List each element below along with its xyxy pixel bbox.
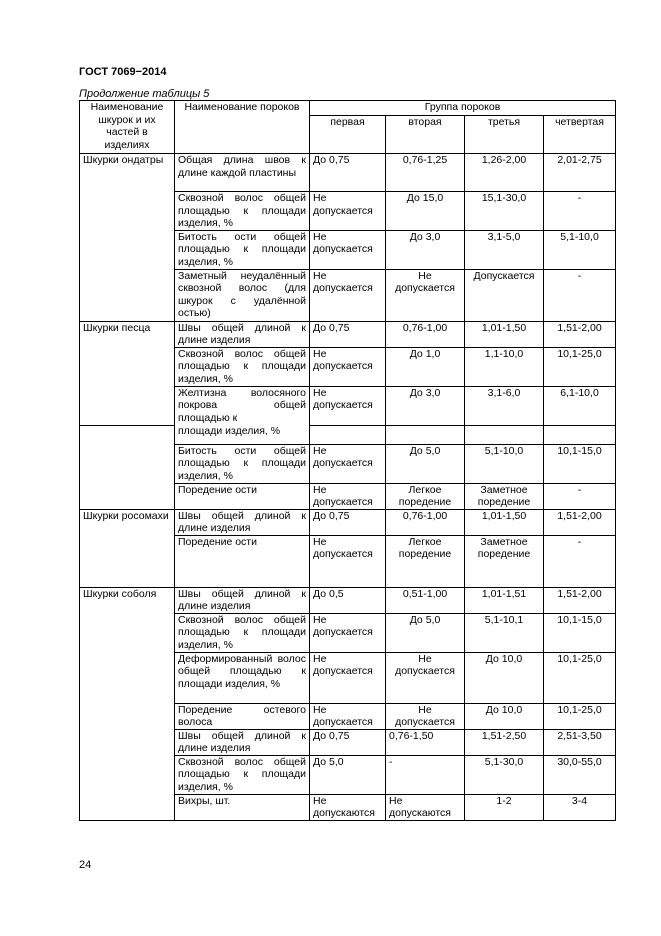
value-cell-group-3 [465, 425, 544, 444]
skin-name-cell: Шкурки песца [80, 321, 175, 425]
defect-cell: Сквозной волос общей площадью к площади изделия, % [175, 613, 310, 652]
skin-name-cell [80, 425, 175, 509]
value-cell-group-3: 1,01-1,50 [465, 509, 544, 535]
value-cell-group-2 [386, 425, 465, 444]
value-cell-group-1: Не допускаются [310, 794, 386, 820]
defect-cell: Швы общей длиной к длине изделия [175, 509, 310, 535]
value-cell-group-2: До 5,0 [386, 444, 465, 483]
defect-cell: Поредение ости [175, 535, 310, 587]
value-cell-group-2: До 3,0 [386, 386, 465, 425]
page-number: 24 [79, 859, 92, 871]
value-cell-group-3: 3,1-5,0 [465, 230, 544, 269]
value-cell-group-4: 10,1-25,0 [544, 347, 616, 386]
defect-cell: Швы общей длиной к длине изделия [175, 587, 310, 613]
value-cell-group-4: - [544, 535, 616, 587]
value-cell-group-1: До 0,75 [310, 321, 386, 347]
header-defect-group: Группа пороков [310, 101, 616, 116]
value-cell-group-2: Не допускаются [386, 794, 465, 820]
value-cell-group-2: Не допускается [386, 703, 465, 729]
defect-cell: Швы общей длиной к длине изделия [175, 729, 310, 755]
value-cell-group-1: Не допускается [310, 703, 386, 729]
value-cell-group-1: Не допускается [310, 347, 386, 386]
value-cell-group-4: 6,1-10,0 [544, 386, 616, 425]
skin-name-cell: Шкурки ондатры [80, 154, 175, 322]
defect-cell: Сквозной волос общей площадью к площади изделия, % [175, 192, 310, 231]
value-cell-group-3: 5,1-30,0 [465, 755, 544, 794]
value-cell-group-1: Не допускается [310, 535, 386, 587]
table-row [80, 154, 616, 192]
value-cell-group-1: Не допускается [310, 483, 386, 509]
table-row [80, 425, 616, 444]
defect-cell: Поредение ости [175, 483, 310, 509]
value-cell-group-2: 0,76-1,50 [386, 729, 465, 755]
table-row [80, 321, 616, 347]
value-cell-group-1: До 0,5 [310, 587, 386, 613]
value-cell-group-4: 1,51-2,00 [544, 509, 616, 535]
value-cell-group-1: Не допускается [310, 613, 386, 652]
value-cell-group-2: До 1,0 [386, 347, 465, 386]
value-cell-group-4: - [544, 483, 616, 509]
value-cell-group-3: 1,01-1,50 [465, 321, 544, 347]
value-cell-group-2: Не допускается [386, 652, 465, 703]
value-cell-group-1: До 0,75 [310, 509, 386, 535]
defects-table [79, 100, 616, 821]
defect-cell: Битость ости общей площадью к площади изделия, % [175, 230, 310, 269]
value-cell-group-1: Не допускается [310, 192, 386, 231]
skin-name-cell: Шкурки росомахи [80, 509, 175, 587]
defect-cell-continuation: площади изделия, % [175, 425, 310, 444]
value-cell-group-4: 10,1-15,0 [544, 444, 616, 483]
value-cell-group-4: 1,51-2,00 [544, 587, 616, 613]
header-group-1: первая [310, 116, 386, 154]
header-group-3: третья [465, 116, 544, 154]
defect-cell: Желтизна волосяного покрова общей площадью к [175, 386, 310, 425]
value-cell-group-3: 1,51-2,50 [465, 729, 544, 755]
value-cell-group-1: Не допускается [310, 230, 386, 269]
value-cell-group-1: До 5,0 [310, 755, 386, 794]
defect-cell: Сквозной волос общей площадью к площади изделия, % [175, 755, 310, 794]
table-row [80, 509, 616, 535]
value-cell-group-2: 0,76-1,00 [386, 321, 465, 347]
header-group-4: четвертая [544, 116, 616, 154]
value-cell-group-3: Допускается [465, 269, 544, 321]
value-cell-group-2: 0,51-1,00 [386, 587, 465, 613]
value-cell-group-3: Заметное поредение [465, 535, 544, 587]
value-cell-group-3: 1-2 [465, 794, 544, 820]
defect-cell: Швы общей длиной к длине изделия [175, 321, 310, 347]
value-cell-group-1: До 0,75 [310, 154, 386, 192]
defect-cell: Поредение остевого волоса [175, 703, 310, 729]
value-cell-group-4: - [544, 269, 616, 321]
value-cell-group-1: Не допускается [310, 386, 386, 425]
defect-cell: Общая длина швов к длине каждой пластины [175, 154, 310, 192]
value-cell-group-3: 5,1-10,0 [465, 444, 544, 483]
value-cell-group-3: 15,1-30,0 [465, 192, 544, 231]
value-cell-group-1 [310, 425, 386, 444]
value-cell-group-4: 5,1-10,0 [544, 230, 616, 269]
value-cell-group-4: - [544, 192, 616, 231]
value-cell-group-4: 10,1-25,0 [544, 703, 616, 729]
value-cell-group-2: 0,76-1,00 [386, 509, 465, 535]
header-group-2: вторая [386, 116, 465, 154]
value-cell-group-1: Не допускается [310, 652, 386, 703]
skin-name-cell: Шкурки соболя [80, 587, 175, 820]
defect-cell: Сквозной волос общей площадью к площади изделия, % [175, 347, 310, 386]
value-cell-group-1: Не допускается [310, 444, 386, 483]
value-cell-group-4: 1,51-2,00 [544, 321, 616, 347]
value-cell-group-3: 1,26-2,00 [465, 154, 544, 192]
value-cell-group-4: 2,01-2,75 [544, 154, 616, 192]
value-cell-group-3: 5,1-10,1 [465, 613, 544, 652]
table-row [80, 587, 616, 613]
value-cell-group-4: 3-4 [544, 794, 616, 820]
value-cell-group-4: 2,51-3,50 [544, 729, 616, 755]
value-cell-group-3: Заметное поредение [465, 483, 544, 509]
value-cell-group-3: 1,1-10,0 [465, 347, 544, 386]
defect-cell: Битость ости общей площадью к площади изделия, % [175, 444, 310, 483]
defect-cell: Вихры, шт. [175, 794, 310, 820]
value-cell-group-2: До 3,0 [386, 230, 465, 269]
value-cell-group-3: До 10,0 [465, 652, 544, 703]
value-cell-group-4: 30,0-55,0 [544, 755, 616, 794]
value-cell-group-2: 0,76-1,25 [386, 154, 465, 192]
table-caption: Продолжение таблицы 5 [79, 88, 210, 100]
value-cell-group-4: 10,1-15,0 [544, 613, 616, 652]
value-cell-group-2: - [386, 755, 465, 794]
value-cell-group-2: До 5,0 [386, 613, 465, 652]
value-cell-group-2: Не допускается [386, 269, 465, 321]
value-cell-group-3: 1,01-1,51 [465, 587, 544, 613]
value-cell-group-3: До 10,0 [465, 703, 544, 729]
defect-cell: Заметный неудалённый сквозной волос (для шкурок с удалённой остью) [175, 269, 310, 321]
value-cell-group-4: 10,1-25,0 [544, 652, 616, 703]
defect-cell: Деформированный волос общей площадью к площади изделия, % [175, 652, 310, 703]
value-cell-group-3: 3,1-6,0 [465, 386, 544, 425]
header-defect-name: Наименование пороков [175, 101, 310, 154]
header-skin-name: Наименование шкурок и их частей в изделиях [80, 101, 175, 154]
standard-designation: ГОСТ 7069−2014 [79, 66, 167, 78]
value-cell-group-2: До 15,0 [386, 192, 465, 231]
value-cell-group-1: Не допускается [310, 269, 386, 321]
value-cell-group-4 [544, 425, 616, 444]
value-cell-group-1: До 0,75 [310, 729, 386, 755]
value-cell-group-2: Легкое поредение [386, 535, 465, 587]
value-cell-group-2: Легкое поредение [386, 483, 465, 509]
